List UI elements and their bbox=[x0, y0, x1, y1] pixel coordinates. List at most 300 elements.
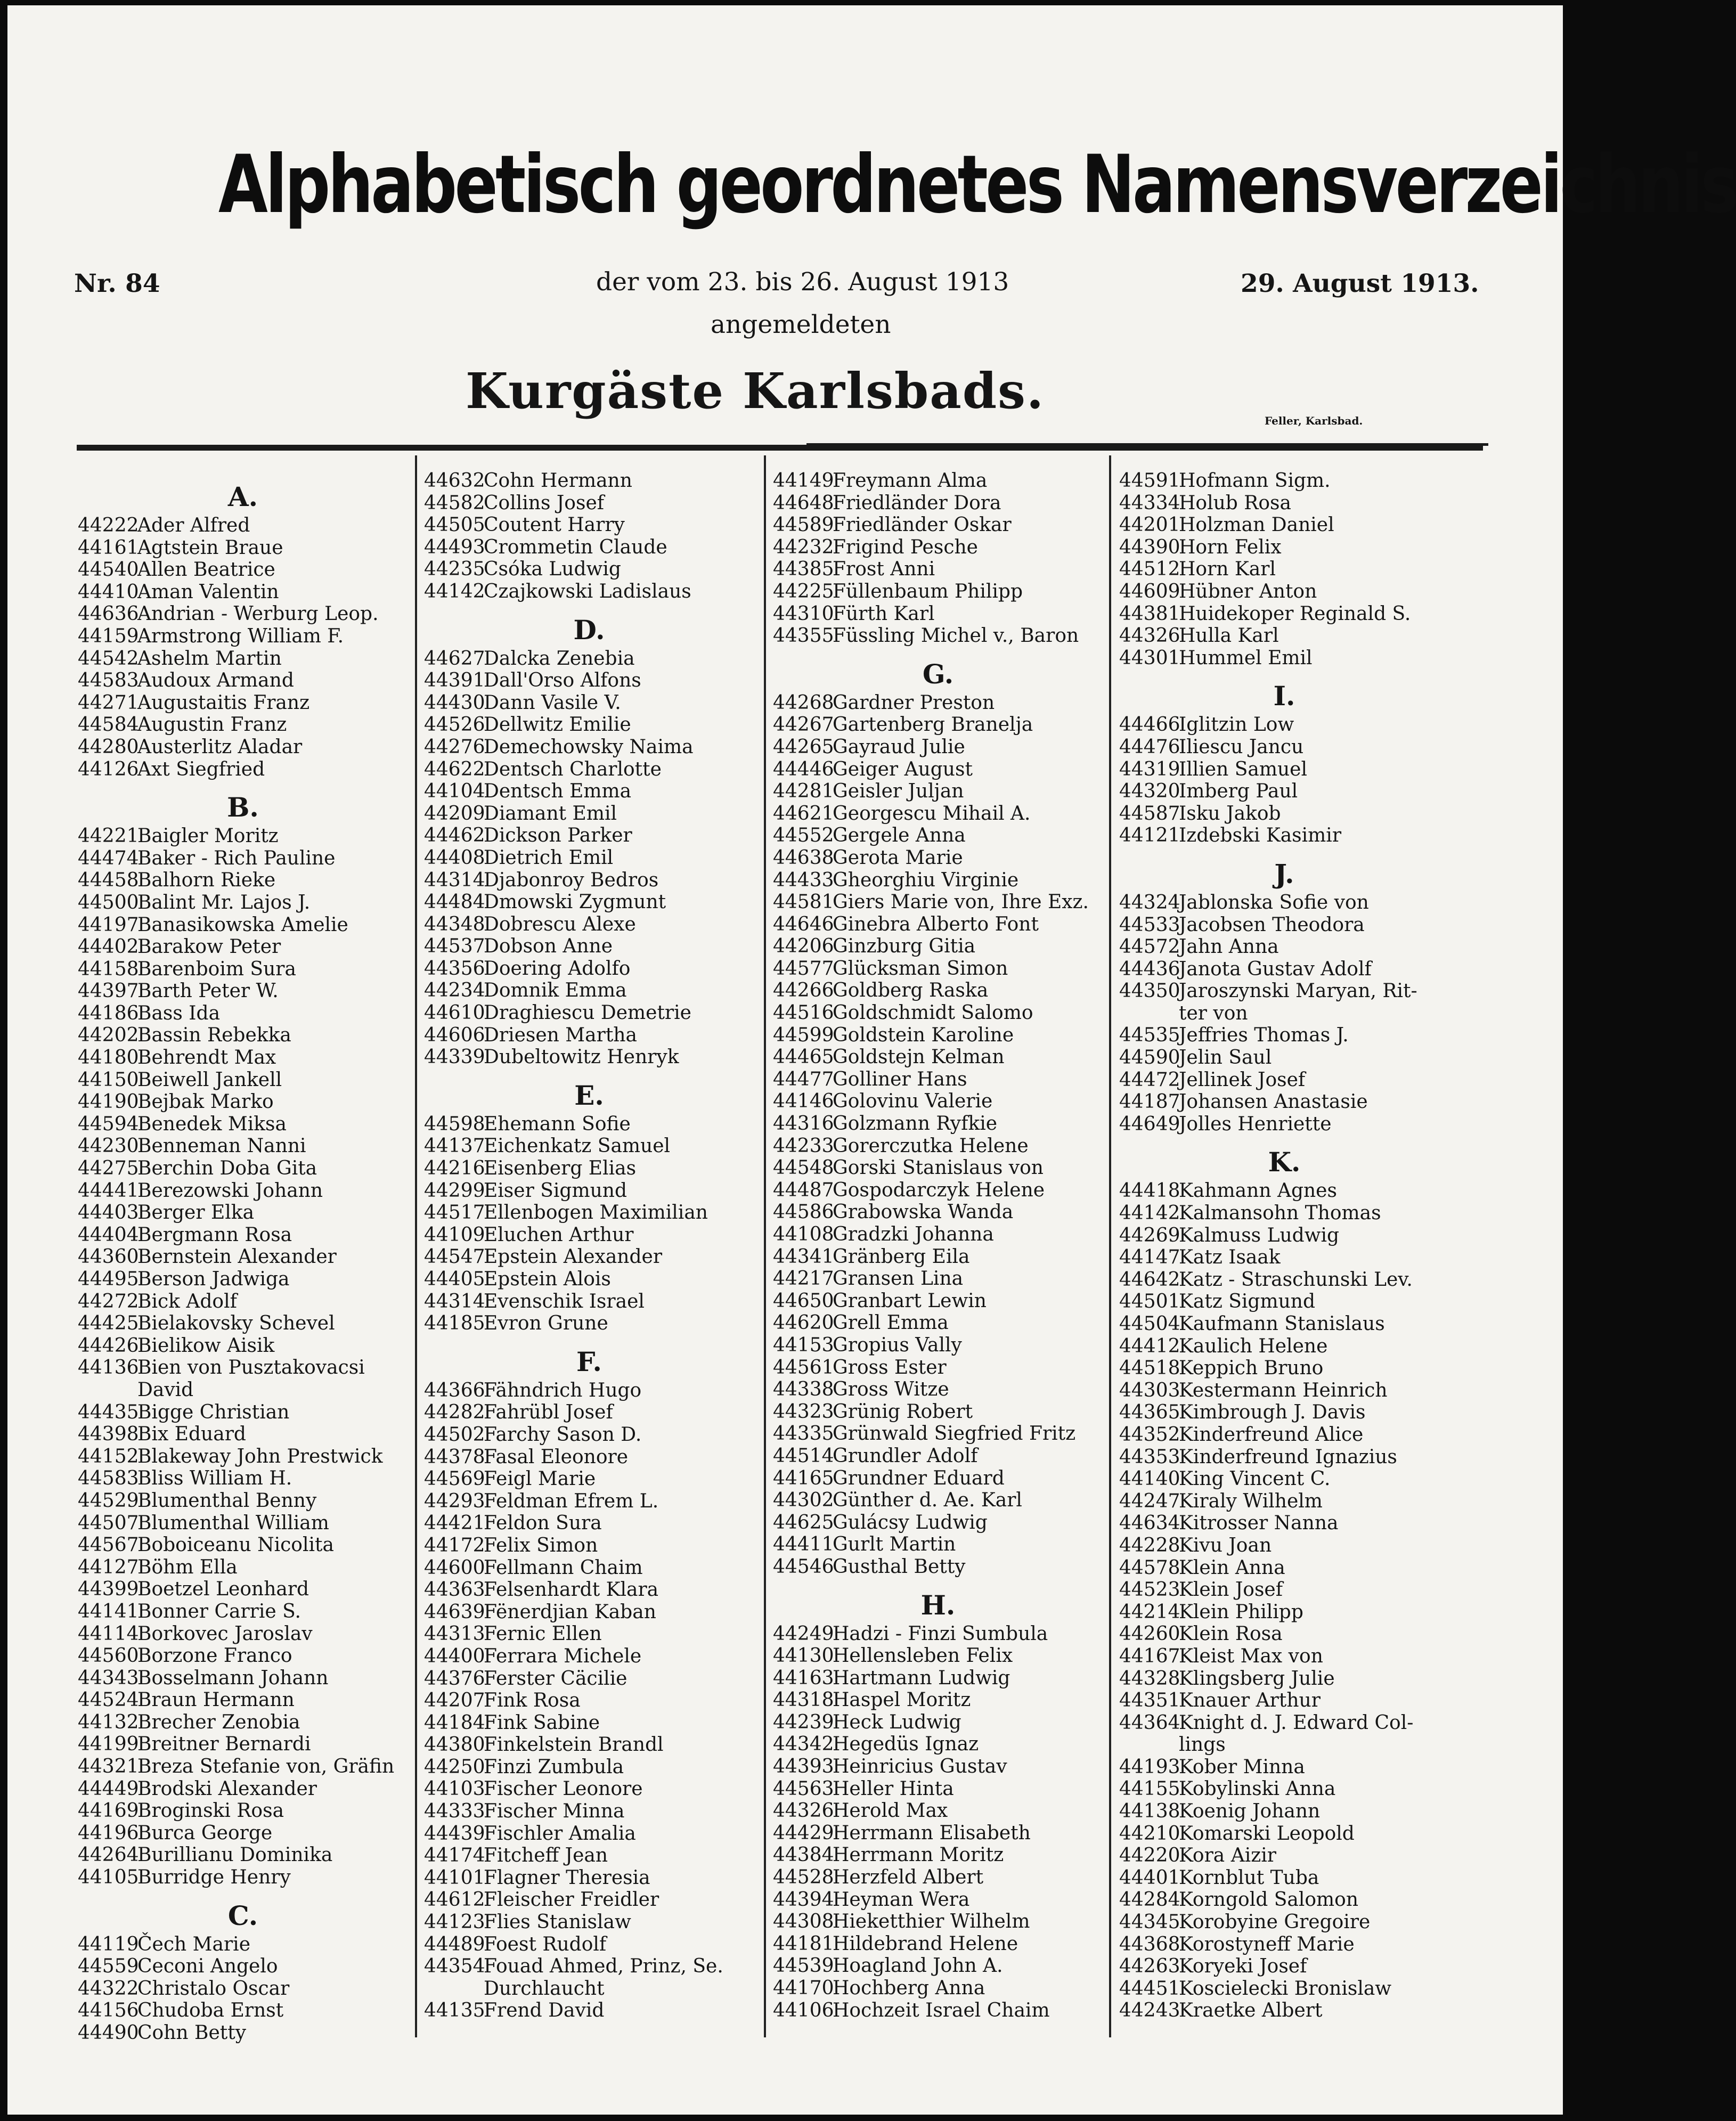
entry-number: 44199 bbox=[78, 1733, 139, 1756]
entry-number: 44197 bbox=[78, 913, 139, 936]
entry-number: 44303 bbox=[1119, 1379, 1180, 1401]
entry-number: 44563 bbox=[773, 1777, 834, 1800]
list-item bbox=[1119, 581, 1460, 603]
list-item bbox=[424, 891, 765, 913]
list-item bbox=[78, 537, 419, 559]
guest-name: Kornblut Tuba bbox=[1179, 1866, 1319, 1889]
entry-number: 44376 bbox=[424, 1667, 485, 1690]
list-item bbox=[424, 1468, 765, 1490]
entry-number: 44649 bbox=[1119, 1113, 1180, 1135]
list-item bbox=[78, 1157, 419, 1180]
list-item bbox=[424, 1490, 765, 1513]
entry-number: 44591 bbox=[1119, 470, 1180, 492]
list-item bbox=[1119, 1313, 1460, 1335]
guest-name: Glücksman Simon bbox=[833, 957, 1008, 980]
section-letter: D. bbox=[573, 614, 605, 646]
entry-number: 44235 bbox=[424, 558, 485, 581]
list-item bbox=[1119, 536, 1460, 559]
guest-name: Berger Elka bbox=[137, 1202, 255, 1224]
list-item bbox=[773, 913, 1114, 936]
entry-number: 44610 bbox=[424, 1002, 485, 1024]
guest-name: Kalmuss Ludwig bbox=[1179, 1224, 1340, 1246]
entry-number: 44620 bbox=[773, 1312, 834, 1334]
guest-name: Coutent Harry bbox=[484, 514, 625, 536]
guest-name: Jaroszynski Maryan, Rit- bbox=[1179, 980, 1417, 1002]
guest-name: Kiraly Wilhelm bbox=[1179, 1490, 1323, 1512]
guest-name: Gross Ester bbox=[833, 1356, 947, 1378]
entry-number: 44385 bbox=[773, 558, 834, 581]
guest-name-continuation: lings bbox=[1179, 1734, 1226, 1756]
list-item bbox=[1119, 1468, 1460, 1490]
entry-number: 44583 bbox=[78, 1467, 139, 1490]
list-item bbox=[1119, 1712, 1460, 1734]
guest-name: Eiser Sigmund bbox=[484, 1179, 627, 1202]
entry-number: 44410 bbox=[78, 581, 139, 603]
entry-number: 44146 bbox=[773, 1090, 834, 1113]
list-item bbox=[773, 1179, 1114, 1202]
entry-number: 44404 bbox=[78, 1223, 139, 1246]
list-item bbox=[773, 1800, 1114, 1822]
guest-name: Fink Rosa bbox=[484, 1690, 581, 1712]
entry-number: 44308 bbox=[773, 1911, 834, 1933]
list-item bbox=[1119, 892, 1460, 914]
guest-name: Hoagland John A. bbox=[833, 1955, 1003, 1977]
list-item bbox=[773, 1689, 1114, 1711]
guest-name: Burca George bbox=[137, 1822, 273, 1844]
list-item bbox=[1119, 1446, 1460, 1469]
section-letter: K. bbox=[1268, 1146, 1301, 1178]
guest-name: Freymann Alma bbox=[833, 470, 988, 492]
entry-number: 44214 bbox=[1119, 1601, 1180, 1623]
entry-number: 44228 bbox=[1119, 1534, 1180, 1556]
guest-name: Granbart Lewin bbox=[833, 1290, 987, 1312]
entry-number: 44216 bbox=[424, 1157, 485, 1180]
guest-name: Austerlitz Aladar bbox=[137, 736, 303, 758]
entry-number: 44130 bbox=[773, 1645, 834, 1667]
list-item bbox=[1119, 1579, 1460, 1601]
list-item bbox=[773, 1645, 1114, 1667]
section-letter: J. bbox=[1274, 858, 1294, 890]
section-letter: B. bbox=[227, 792, 259, 823]
guest-name: Bass Ida bbox=[137, 1002, 221, 1024]
guest-name: Foest Rudolf bbox=[484, 1933, 607, 1955]
publication-date: 29. August 1913. bbox=[1241, 269, 1479, 298]
guest-name: Kimbrough J. Davis bbox=[1179, 1401, 1366, 1424]
list-item bbox=[773, 1489, 1114, 1512]
list-item bbox=[78, 1800, 419, 1822]
list-item bbox=[773, 1268, 1114, 1290]
guest-name: Agtstein Braue bbox=[137, 536, 283, 559]
entry-number: 44540 bbox=[78, 559, 139, 581]
guest-name: Fink Sabine bbox=[484, 1711, 600, 1734]
entry-number: 44142 bbox=[424, 580, 485, 602]
entry-number: 44590 bbox=[1119, 1047, 1180, 1069]
guest-name: Knauer Arthur bbox=[1179, 1690, 1321, 1712]
entry-number: 44634 bbox=[1119, 1512, 1180, 1535]
guest-name: Horn Karl bbox=[1179, 558, 1276, 581]
guest-name: Günther d. Ae. Karl bbox=[833, 1489, 1022, 1512]
guest-name: Fischer Leonore bbox=[484, 1778, 643, 1800]
entry-number: 44239 bbox=[773, 1711, 834, 1733]
list-item bbox=[424, 1291, 765, 1313]
entry-number: 44401 bbox=[1119, 1866, 1180, 1889]
entry-number: 44504 bbox=[1119, 1313, 1180, 1335]
guest-name: Gusthal Betty bbox=[833, 1555, 966, 1578]
guest-name: Gulácsy Ludwig bbox=[833, 1511, 988, 1533]
entry-number: 44587 bbox=[1119, 802, 1180, 825]
list-item bbox=[424, 1268, 765, 1291]
guest-name: Flagner Theresia bbox=[484, 1866, 650, 1889]
list-item bbox=[424, 470, 765, 492]
entry-number: 44391 bbox=[424, 670, 485, 692]
entry-number: 44446 bbox=[773, 758, 834, 780]
entry-number: 44537 bbox=[424, 935, 485, 958]
list-item bbox=[1119, 603, 1460, 625]
guest-name: Kleist Max von bbox=[1179, 1645, 1323, 1667]
entry-number: 44272 bbox=[78, 1290, 139, 1312]
guest-name: Herrmann Moritz bbox=[833, 1844, 1004, 1866]
entry-number: 44465 bbox=[773, 1046, 834, 1068]
guest-name: Goldberg Raska bbox=[833, 980, 989, 1002]
list-item bbox=[424, 758, 765, 781]
entry-number: 44639 bbox=[424, 1601, 485, 1623]
guest-name: Gorerczutka Helene bbox=[833, 1135, 1029, 1157]
list-item bbox=[1119, 1335, 1460, 1358]
entry-number: 44161 bbox=[78, 536, 139, 559]
entry-number: 44333 bbox=[424, 1800, 485, 1823]
guest-name: Jellinek Josef bbox=[1179, 1068, 1306, 1091]
guest-name: Imberg Paul bbox=[1179, 780, 1298, 803]
list-item bbox=[424, 1446, 765, 1469]
column-1 bbox=[78, 470, 419, 2044]
entry-number: 44583 bbox=[78, 670, 139, 692]
entry-number: 44394 bbox=[773, 1888, 834, 1911]
guest-name: Jablonska Sofie von bbox=[1179, 891, 1369, 913]
section-letter: G. bbox=[922, 658, 954, 690]
list-item bbox=[78, 1246, 419, 1268]
entry-number: 44167 bbox=[1119, 1645, 1180, 1667]
guest-name: Dentsch Charlotte bbox=[484, 758, 662, 780]
entry-number: 44650 bbox=[773, 1290, 834, 1312]
guest-name: Gayraud Julie bbox=[833, 736, 965, 758]
list-item bbox=[773, 1357, 1114, 1379]
entry-number: 44435 bbox=[78, 1401, 139, 1423]
entry-number: 44320 bbox=[1119, 780, 1180, 803]
guest-name: Ferster Cäcilie bbox=[484, 1667, 627, 1690]
entry-number: 44326 bbox=[1119, 625, 1180, 647]
list-item bbox=[1119, 1823, 1460, 1845]
guest-name: Barakow Peter bbox=[137, 936, 281, 958]
guest-name: Boboiceanu Nicolita bbox=[137, 1534, 334, 1556]
entry-number: 44207 bbox=[424, 1690, 485, 1712]
entry-number: 44529 bbox=[78, 1489, 139, 1512]
list-item bbox=[773, 1046, 1114, 1068]
list-item bbox=[78, 670, 419, 692]
entry-number: 44147 bbox=[1119, 1246, 1180, 1269]
guest-name: Draghiescu Demetrie bbox=[484, 1002, 691, 1024]
list-item bbox=[78, 1534, 419, 1556]
guest-name: Farchy Sason D. bbox=[484, 1423, 642, 1446]
guest-name: Demechowsky Naima bbox=[484, 736, 694, 758]
guest-name: Kaufmann Stanislaus bbox=[1179, 1313, 1385, 1335]
entry-number: 44150 bbox=[78, 1068, 139, 1091]
guest-name: Dalcka Zenebia bbox=[484, 647, 635, 670]
entry-number: 44104 bbox=[424, 780, 485, 803]
list-item bbox=[1119, 1202, 1460, 1225]
entry-number: 44210 bbox=[1119, 1822, 1180, 1845]
guest-name: Hieketthier Wilhelm bbox=[833, 1911, 1030, 1933]
entry-number: 44123 bbox=[424, 1911, 485, 1934]
guest-name: Breza Stefanie von, Gräfin bbox=[137, 1756, 395, 1778]
list-item bbox=[1119, 936, 1460, 958]
list-item bbox=[773, 1312, 1114, 1334]
list-item bbox=[78, 1778, 419, 1800]
guest-name: Gheorghiu Virginie bbox=[833, 869, 1019, 891]
entry-number: 44174 bbox=[424, 1845, 485, 1867]
list-item bbox=[78, 958, 419, 981]
guest-name: Bergmann Rosa bbox=[137, 1223, 292, 1246]
guest-name: Keppich Bruno bbox=[1179, 1357, 1324, 1380]
entry-number: 44366 bbox=[424, 1379, 485, 1401]
guest-name: Fahrübl Josef bbox=[484, 1401, 613, 1424]
guest-name: Grell Emma bbox=[833, 1312, 949, 1334]
list-item bbox=[424, 1246, 765, 1268]
list-item bbox=[78, 603, 419, 625]
entry-number: 44487 bbox=[773, 1179, 834, 1201]
entry-number: 44412 bbox=[1119, 1335, 1180, 1357]
entry-number: 44266 bbox=[773, 980, 834, 1002]
guest-name: Fleischer Freidler bbox=[484, 1889, 659, 1911]
entry-number: 44158 bbox=[78, 958, 139, 980]
guest-name: Iliescu Jancu bbox=[1179, 736, 1304, 758]
guest-name: Augustaitis Franz bbox=[137, 691, 310, 714]
entry-number: 44353 bbox=[1119, 1446, 1180, 1468]
guest-name: Balint Mr. Lajos J. bbox=[137, 891, 311, 913]
guest-name: Heller Hinta bbox=[833, 1777, 954, 1800]
section-letter: I. bbox=[1273, 680, 1295, 712]
guest-name: Jelin Saul bbox=[1179, 1047, 1272, 1069]
entry-number: 44247 bbox=[1119, 1490, 1180, 1512]
list-item bbox=[424, 581, 765, 603]
guest-name: Korngold Salomon bbox=[1179, 1889, 1359, 1911]
list-item bbox=[1119, 758, 1460, 781]
list-item bbox=[78, 1978, 419, 2000]
entry-number: 44319 bbox=[1119, 758, 1180, 780]
list-item bbox=[78, 1866, 419, 1889]
entry-number: 44472 bbox=[1119, 1068, 1180, 1091]
guest-name-continuation: ter von bbox=[1179, 1002, 1248, 1024]
list-item bbox=[78, 625, 419, 648]
list-item bbox=[78, 1335, 419, 1357]
guest-name: Fitcheff Jean bbox=[484, 1845, 608, 1867]
list-item bbox=[1119, 1645, 1460, 1668]
list-item bbox=[424, 1778, 765, 1800]
list-item bbox=[773, 1445, 1114, 1467]
guest-name: Friedländer Oskar bbox=[833, 514, 1012, 536]
guest-name: Brodski Alexander bbox=[137, 1777, 317, 1800]
guest-name: Dobrescu Alexe bbox=[484, 913, 636, 935]
guest-name: Kinderfreund Alice bbox=[1179, 1423, 1364, 1446]
column-3 bbox=[773, 470, 1114, 2021]
entry-number: 44324 bbox=[1119, 891, 1180, 913]
guest-name: Chudoba Ernst bbox=[137, 2000, 284, 2022]
column-4 bbox=[1119, 470, 1460, 2022]
list-item bbox=[773, 492, 1114, 515]
entry-number: 44284 bbox=[1119, 1889, 1180, 1911]
list-item bbox=[1119, 1225, 1460, 1247]
list-item bbox=[424, 1645, 765, 1668]
list-item bbox=[773, 1334, 1114, 1357]
list-item bbox=[1119, 625, 1460, 647]
guest-name: Gross Witze bbox=[833, 1378, 949, 1401]
guest-name: Huidekoper Reginald S. bbox=[1179, 602, 1411, 625]
entry-number: 44250 bbox=[424, 1756, 485, 1778]
entry-number: 44381 bbox=[1119, 602, 1180, 625]
list-item bbox=[773, 1556, 1114, 1578]
guest-name: Jolles Henriette bbox=[1179, 1113, 1332, 1135]
guest-name-continuation: Durchlaucht bbox=[484, 1977, 605, 2000]
guest-name: Georgescu Mihail A. bbox=[833, 802, 1031, 825]
entry-number: 44282 bbox=[424, 1401, 485, 1424]
guest-name: Klein Rosa bbox=[1179, 1623, 1283, 1645]
entry-number: 44314 bbox=[424, 1290, 485, 1312]
guest-name: Hummel Emil bbox=[1179, 647, 1313, 669]
list-item bbox=[773, 1068, 1114, 1091]
list-item bbox=[1119, 1557, 1460, 1579]
list-item bbox=[78, 1623, 419, 1645]
list-item bbox=[773, 1911, 1114, 1933]
guest-name: Ehemann Sofie bbox=[484, 1113, 631, 1135]
guest-name: Felix Simon bbox=[484, 1534, 598, 1556]
guest-name: Isku Jakob bbox=[1179, 802, 1281, 825]
guest-name: Frigind Pesche bbox=[833, 536, 978, 558]
guest-name: Bick Adolf bbox=[137, 1290, 237, 1312]
entry-number: 44230 bbox=[78, 1135, 139, 1157]
list-item bbox=[78, 2000, 419, 2022]
entry-number: 44399 bbox=[78, 1578, 139, 1601]
list-item bbox=[78, 1224, 419, 1246]
entry-number: 44170 bbox=[773, 1977, 834, 1999]
guest-name: Dellwitz Emilie bbox=[484, 714, 631, 736]
entry-number: 44156 bbox=[78, 2000, 139, 2022]
guest-name: Fischer Minna bbox=[484, 1800, 625, 1823]
list-item bbox=[1119, 1778, 1460, 1800]
list-item bbox=[78, 1357, 419, 1379]
guest-name: Feldman Efrem L. bbox=[484, 1490, 659, 1512]
list-item bbox=[424, 1911, 765, 1934]
list-item bbox=[1119, 1889, 1460, 1911]
list-item bbox=[424, 1401, 765, 1424]
list-item bbox=[424, 869, 765, 892]
entry-number: 44505 bbox=[424, 514, 485, 536]
entry-number: 44355 bbox=[773, 625, 834, 647]
entry-number: 44625 bbox=[773, 1511, 834, 1533]
entry-number: 44196 bbox=[78, 1822, 139, 1844]
guest-name: Borzone Franco bbox=[137, 1645, 292, 1667]
entry-number: 44193 bbox=[1119, 1756, 1180, 1778]
guest-name-continuation: David bbox=[137, 1378, 194, 1401]
list-item bbox=[773, 714, 1114, 736]
list-item bbox=[78, 892, 419, 914]
entry-number: 44222 bbox=[78, 515, 139, 536]
guest-name: Katz Sigmund bbox=[1179, 1291, 1316, 1313]
list-item bbox=[78, 1268, 419, 1291]
entry-number: 44418 bbox=[1119, 1180, 1180, 1202]
entry-number: 44153 bbox=[773, 1334, 834, 1356]
guest-name: Evenschik Israel bbox=[484, 1290, 645, 1312]
guest-name: Fähndrich Hugo bbox=[484, 1379, 642, 1401]
entry-number: 44142 bbox=[1119, 1202, 1180, 1225]
list-item bbox=[424, 803, 765, 825]
list-item bbox=[78, 1002, 419, 1025]
entry-number: 44436 bbox=[1119, 958, 1180, 980]
guest-name: Fischler Amalia bbox=[484, 1822, 636, 1845]
guest-name: Gerota Marie bbox=[833, 846, 963, 869]
entry-number: 44589 bbox=[773, 514, 834, 536]
list-item bbox=[773, 603, 1114, 625]
list-item bbox=[424, 1046, 765, 1068]
guest-name: Hulla Karl bbox=[1179, 625, 1279, 647]
list-item bbox=[424, 825, 765, 847]
guest-name: Koscielecki Bronislaw bbox=[1179, 1977, 1392, 2000]
list-item bbox=[78, 1822, 419, 1845]
guest-name: Kora Aizir bbox=[1179, 1845, 1276, 1867]
entry-number: 44155 bbox=[1119, 1778, 1180, 1800]
entry-number: 44105 bbox=[78, 1866, 139, 1889]
guest-name: Gurlt Martin bbox=[833, 1533, 956, 1556]
page-title: Alphabetisch geordnetes Namensverzeichnis bbox=[218, 138, 1736, 231]
guest-name: Ginebra Alberto Font bbox=[833, 913, 1039, 935]
entry-number: 44354 bbox=[424, 1955, 485, 1978]
entry-number: 44269 bbox=[1119, 1224, 1180, 1246]
entry-number: 44159 bbox=[78, 625, 139, 647]
entry-number: 44365 bbox=[1119, 1401, 1180, 1424]
guest-name: Frost Anni bbox=[833, 558, 935, 581]
list-item bbox=[424, 1135, 765, 1157]
list-item bbox=[1119, 1535, 1460, 1557]
list-item bbox=[773, 1423, 1114, 1445]
list-item bbox=[1119, 647, 1460, 670]
guest-name: Blumenthal William bbox=[137, 1512, 329, 1534]
guest-name: Geiger August bbox=[833, 758, 973, 780]
guest-name: Bonner Carrie S. bbox=[137, 1600, 301, 1622]
list-item bbox=[1119, 1357, 1460, 1380]
list-item bbox=[424, 1867, 765, 1889]
guest-name: Finzi Zumbula bbox=[484, 1756, 624, 1778]
guest-name: Böhm Ella bbox=[137, 1556, 238, 1578]
entry-number: 44578 bbox=[1119, 1556, 1180, 1579]
guest-name: Kitrosser Nanna bbox=[1179, 1512, 1339, 1535]
list-item bbox=[1119, 1911, 1460, 1934]
entry-number: 44335 bbox=[773, 1423, 834, 1445]
list-item bbox=[1119, 514, 1460, 536]
list-item bbox=[78, 1202, 419, 1224]
entry-number: 44109 bbox=[424, 1223, 485, 1246]
list-item bbox=[773, 1246, 1114, 1268]
entry-number: 44132 bbox=[78, 1711, 139, 1733]
list-item bbox=[773, 1512, 1114, 1534]
list-item bbox=[424, 1690, 765, 1712]
entry-number: 44646 bbox=[773, 913, 834, 935]
entry-number: 44352 bbox=[1119, 1423, 1180, 1446]
entry-number: 44103 bbox=[424, 1778, 485, 1800]
guest-name: Bielikow Aisik bbox=[137, 1334, 275, 1357]
entry-number: 44426 bbox=[78, 1334, 139, 1357]
list-item bbox=[424, 1756, 765, 1779]
list-item bbox=[78, 1490, 419, 1512]
section-letter: E. bbox=[574, 1079, 604, 1111]
guest-name: Dall'Orso Alfons bbox=[484, 670, 641, 692]
